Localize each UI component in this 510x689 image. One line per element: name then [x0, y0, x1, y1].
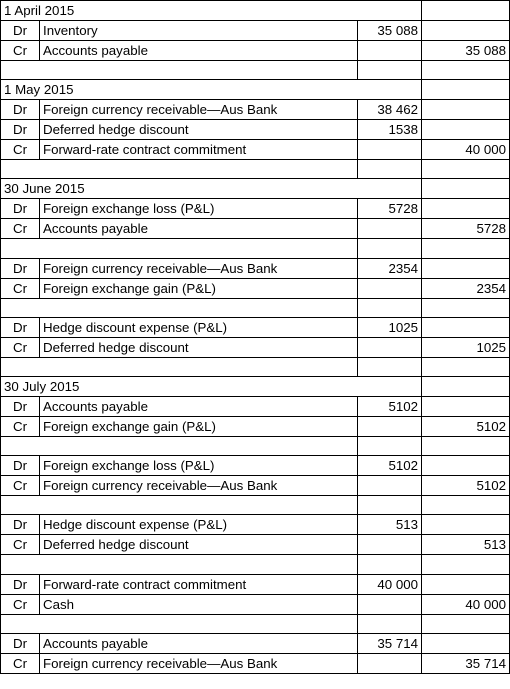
empty-cell: [358, 239, 422, 258]
journal-line-row: [1, 633, 510, 653]
spacer-row: [1, 239, 510, 258]
empty-cell: [422, 1, 510, 21]
credit-amount: [422, 199, 510, 219]
debit-amount: [358, 337, 422, 357]
dr-cr-indicator: Dr: [1, 317, 40, 337]
credit-amount: [422, 574, 510, 594]
debit-amount: [358, 653, 422, 673]
empty-cell: [422, 179, 510, 199]
credit-amount: [422, 21, 510, 41]
debit-amount: 5102: [358, 396, 422, 416]
debit-amount: 35 088: [358, 21, 422, 41]
account-name: Hedge discount expense (P&L): [40, 317, 358, 337]
dr-cr-indicator: Dr: [1, 100, 40, 120]
empty-cell: [1, 298, 358, 317]
dr-cr-indicator: Cr: [1, 476, 40, 496]
credit-amount: [422, 396, 510, 416]
dr-cr-indicator: Dr: [1, 396, 40, 416]
debit-amount: [358, 476, 422, 496]
date-header-row: [1, 1, 510, 21]
empty-cell: [422, 298, 510, 317]
spacer-row: [1, 496, 510, 515]
dr-cr-indicator: Dr: [1, 120, 40, 140]
empty-cell: [358, 160, 422, 179]
credit-amount: 40 000: [422, 140, 510, 160]
dr-cr-indicator: Cr: [1, 278, 40, 298]
empty-cell: [358, 436, 422, 455]
debit-amount: [358, 41, 422, 61]
journal-line-row: [1, 535, 510, 555]
credit-amount: 513: [422, 535, 510, 555]
journal-line-row: [1, 41, 510, 61]
account-name: Deferred hedge discount: [40, 535, 358, 555]
dr-cr-indicator: Dr: [1, 199, 40, 219]
account-name: Foreign currency receivable—Aus Bank: [40, 476, 358, 496]
dr-cr-indicator: Cr: [1, 653, 40, 673]
debit-amount: 5102: [358, 456, 422, 476]
entry-date: 30 June 2015: [1, 179, 422, 199]
debit-amount: [358, 416, 422, 436]
empty-cell: [1, 614, 358, 633]
journal-line-row: [1, 476, 510, 496]
empty-cell: [358, 298, 422, 317]
account-name: Foreign exchange loss (P&L): [40, 199, 358, 219]
dr-cr-indicator: Cr: [1, 140, 40, 160]
empty-cell: [358, 614, 422, 633]
account-name: Foreign currency receivable—Aus Bank: [40, 100, 358, 120]
empty-cell: [1, 61, 358, 80]
dr-cr-indicator: Cr: [1, 219, 40, 239]
credit-amount: [422, 515, 510, 535]
credit-amount: 5102: [422, 416, 510, 436]
credit-amount: [422, 317, 510, 337]
empty-cell: [422, 357, 510, 376]
account-name: Accounts payable: [40, 41, 358, 61]
journal-line-row: [1, 21, 510, 41]
account-name: Foreign currency receivable—Aus Bank: [40, 258, 358, 278]
dr-cr-indicator: Dr: [1, 574, 40, 594]
debit-amount: 35 714: [358, 633, 422, 653]
account-name: Inventory: [40, 21, 358, 41]
empty-cell: [422, 160, 510, 179]
debit-amount: 38 462: [358, 100, 422, 120]
journal-line-row: [1, 456, 510, 476]
credit-amount: [422, 456, 510, 476]
account-name: Forward-rate contract commitment: [40, 140, 358, 160]
account-name: Accounts payable: [40, 396, 358, 416]
entry-date: 30 July 2015: [1, 376, 422, 396]
spacer-row: [1, 357, 510, 376]
empty-cell: [422, 239, 510, 258]
account-name: Deferred hedge discount: [40, 120, 358, 140]
journal-line-row: [1, 416, 510, 436]
spacer-row: [1, 160, 510, 179]
entry-date: 1 April 2015: [1, 1, 422, 21]
dr-cr-indicator: Cr: [1, 41, 40, 61]
account-name: Accounts payable: [40, 219, 358, 239]
empty-cell: [422, 614, 510, 633]
debit-amount: 40 000: [358, 574, 422, 594]
account-name: Foreign exchange gain (P&L): [40, 278, 358, 298]
empty-cell: [422, 496, 510, 515]
empty-cell: [1, 239, 358, 258]
journal-line-row: [1, 140, 510, 160]
dr-cr-indicator: Dr: [1, 21, 40, 41]
credit-amount: [422, 258, 510, 278]
credit-amount: 5102: [422, 476, 510, 496]
empty-cell: [358, 61, 422, 80]
journal-line-row: [1, 199, 510, 219]
account-name: Forward-rate contract commitment: [40, 574, 358, 594]
date-header-row: [1, 376, 510, 396]
empty-cell: [422, 61, 510, 80]
debit-amount: [358, 594, 422, 614]
debit-amount: 513: [358, 515, 422, 535]
credit-amount: 5728: [422, 219, 510, 239]
credit-amount: 40 000: [422, 594, 510, 614]
empty-cell: [1, 555, 358, 574]
empty-cell: [358, 357, 422, 376]
journal-line-row: [1, 219, 510, 239]
journal-line-row: [1, 653, 510, 673]
dr-cr-indicator: Dr: [1, 515, 40, 535]
empty-cell: [422, 436, 510, 455]
spacer-row: [1, 555, 510, 574]
debit-amount: 5728: [358, 199, 422, 219]
empty-cell: [358, 555, 422, 574]
debit-amount: 1538: [358, 120, 422, 140]
account-name: Foreign currency receivable—Aus Bank: [40, 653, 358, 673]
account-name: Foreign exchange gain (P&L): [40, 416, 358, 436]
debit-amount: [358, 140, 422, 160]
journal-body: [1, 1, 510, 674]
journal-line-row: [1, 396, 510, 416]
journal-line-row: [1, 278, 510, 298]
dr-cr-indicator: Cr: [1, 416, 40, 436]
entry-date: 1 May 2015: [1, 80, 422, 100]
dr-cr-indicator: Cr: [1, 594, 40, 614]
dr-cr-indicator: Cr: [1, 337, 40, 357]
journal-line-row: [1, 574, 510, 594]
empty-cell: [1, 436, 358, 455]
credit-amount: 35 714: [422, 653, 510, 673]
journal-line-row: [1, 515, 510, 535]
empty-cell: [422, 80, 510, 100]
debit-amount: 2354: [358, 258, 422, 278]
credit-amount: [422, 120, 510, 140]
credit-amount: 2354: [422, 278, 510, 298]
spacer-row: [1, 61, 510, 80]
journal-line-row: [1, 317, 510, 337]
empty-cell: [422, 376, 510, 396]
empty-cell: [422, 555, 510, 574]
spacer-row: [1, 436, 510, 455]
empty-cell: [1, 357, 358, 376]
date-header-row: [1, 179, 510, 199]
dr-cr-indicator: Dr: [1, 456, 40, 476]
dr-cr-indicator: Dr: [1, 633, 40, 653]
credit-amount: 1025: [422, 337, 510, 357]
empty-cell: [358, 496, 422, 515]
account-name: Hedge discount expense (P&L): [40, 515, 358, 535]
journal-line-row: [1, 100, 510, 120]
debit-amount: 1025: [358, 317, 422, 337]
spacer-row: [1, 614, 510, 633]
dr-cr-indicator: Cr: [1, 535, 40, 555]
account-name: Foreign exchange loss (P&L): [40, 456, 358, 476]
journal-line-row: [1, 120, 510, 140]
account-name: Cash: [40, 594, 358, 614]
debit-amount: [358, 278, 422, 298]
debit-amount: [358, 535, 422, 555]
credit-amount: [422, 633, 510, 653]
spacer-row: [1, 298, 510, 317]
empty-cell: [1, 496, 358, 515]
journal-line-row: [1, 258, 510, 278]
account-name: Accounts payable: [40, 633, 358, 653]
credit-amount: [422, 100, 510, 120]
journal-line-row: [1, 594, 510, 614]
debit-amount: [358, 219, 422, 239]
date-header-row: [1, 80, 510, 100]
journal-line-row: [1, 337, 510, 357]
account-name: Deferred hedge discount: [40, 337, 358, 357]
credit-amount: 35 088: [422, 41, 510, 61]
empty-cell: [1, 160, 358, 179]
dr-cr-indicator: Dr: [1, 258, 40, 278]
